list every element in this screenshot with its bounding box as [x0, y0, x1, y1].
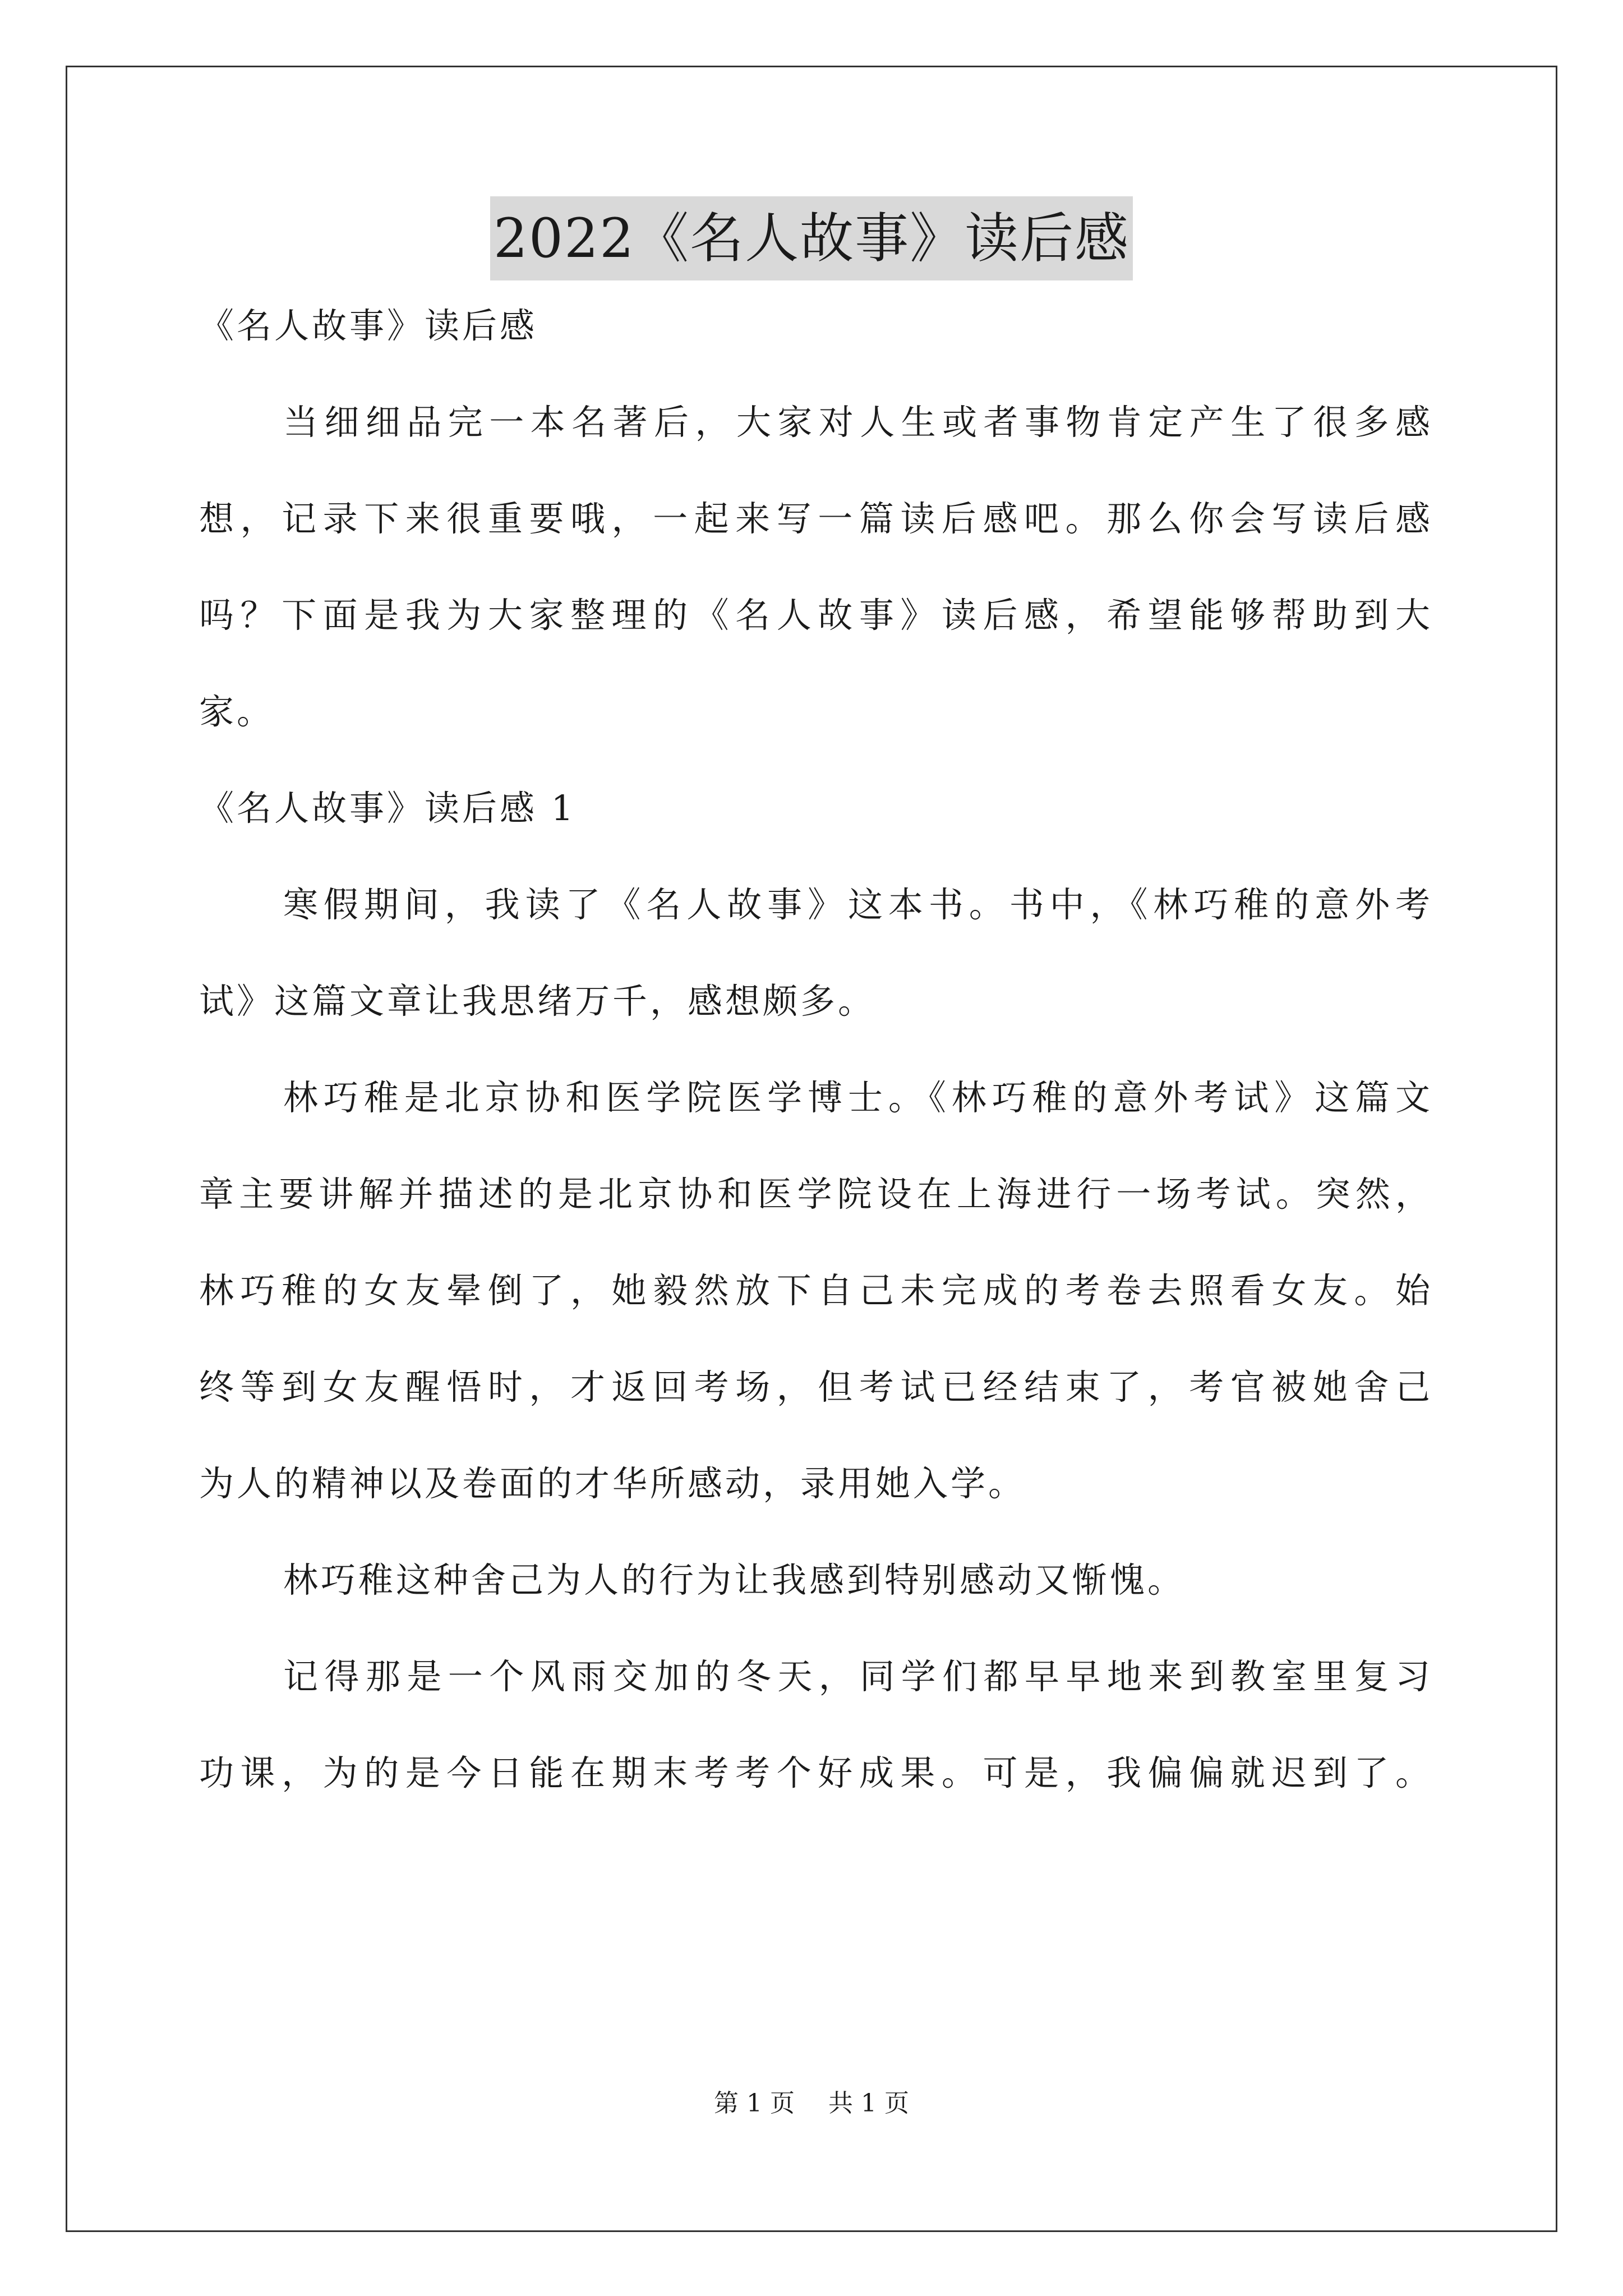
document-body [199, 306, 1433, 1849]
paragraph-line: 为人的精神以及卷面的才华所感动，录用她入学。 [199, 1464, 1026, 1504]
section-heading: 《名人故事》读后感 1 [199, 788, 577, 829]
paragraph-line: 想，记录下来很重要哦，一起来写一篇读后感吧。那么你会写读后感 [199, 499, 1433, 539]
paragraph-line: 记得那是一个风雨交加的冬天，同学们都早早地来到教室里复习 [283, 1657, 1433, 1697]
paragraph-line: 家。 [199, 692, 275, 732]
paragraph-line: 寒假期间，我读了《名人故事》这本书。书中，《林巧稚的意外考 [283, 885, 1433, 925]
document-title: 2022《名人故事》读后感 [490, 196, 1133, 280]
title-container [0, 196, 1623, 280]
paragraph-line: 当细细品完一本名著后，大家对人生或者事物肯定产生了很多感 [283, 402, 1433, 443]
paragraph-line: 林巧稚的女友晕倒了，她毅然放下自己未完成的考卷去照看女友。始 [199, 1271, 1433, 1311]
paragraph-line: 试》这篇文章让我思绪万千，感想颇多。 [199, 981, 876, 1022]
paragraph-line: 章主要讲解并描述的是北京协和医学院设在上海进行一场考试。突然， [199, 1174, 1433, 1214]
paragraph-line: 林巧稚是北京协和医学院医学博士。《林巧稚的意外考试》这篇文 [283, 1078, 1433, 1118]
paragraph-line: 功课，为的是今日能在期末考考个好成果。可是，我偏偏就迟到了。 [199, 1753, 1433, 1793]
paragraph-line: 终等到女友醒悟时，才返回考场，但考试已经结束了，考官被她舍己 [199, 1367, 1433, 1407]
section-heading: 《名人故事》读后感 [199, 306, 538, 346]
page-footer [0, 2087, 1623, 2120]
page-total: 共 1 页 [828, 2089, 909, 2118]
page-number: 第 1 页 [714, 2089, 795, 2118]
paragraph-line: 吗？下面是我为大家整理的《名人故事》读后感，希望能够帮助到大 [199, 595, 1433, 636]
paragraph-line: 林巧稚这种舍己为人的行为让我感到特别感动又惭愧。 [283, 1560, 1186, 1600]
